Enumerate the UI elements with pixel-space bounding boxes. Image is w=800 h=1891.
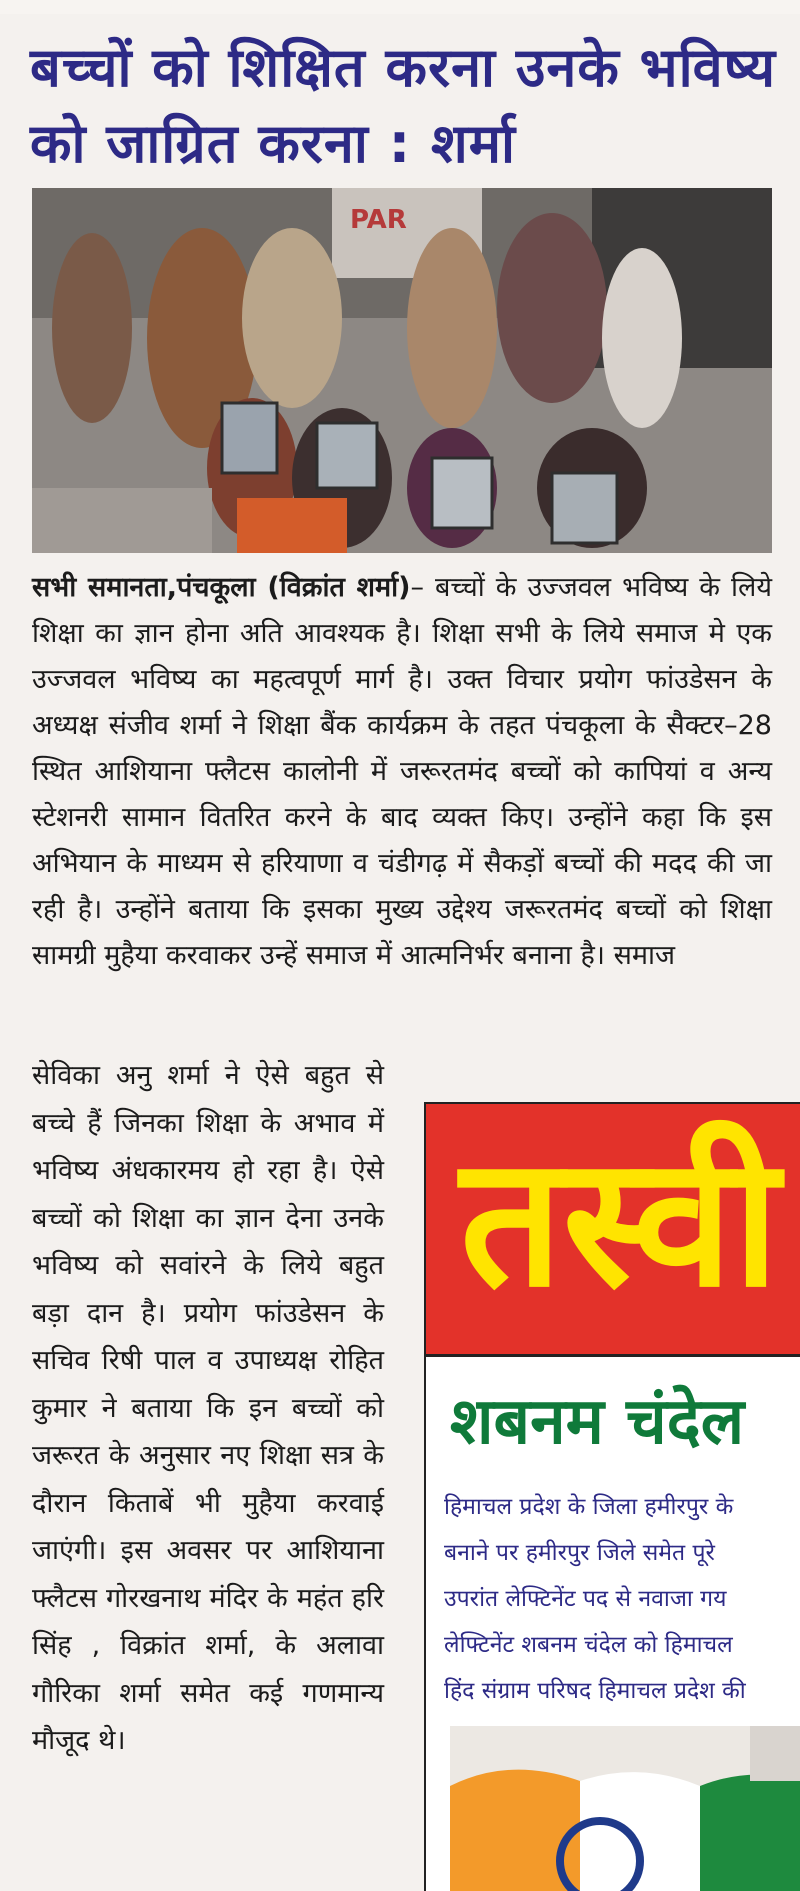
ad-divider <box>426 1354 800 1357</box>
ad-banner <box>426 1104 800 1354</box>
ad-line: लेफ्टिनेंट शबनम चंदेल को हिमाचल <box>444 1632 733 1658</box>
article-column-continued: सेविका अनु शर्मा ने ऐसे बहुत से बच्चे हैं जिनका शिक्षा के अभाव में भविष्य अंधकारमय हो रहा है। ऐसे बच्चों को शिक्षा का ज्ञान देना उनके भविष्य को सवांरने के लिये बहुत बड़ा दान है। प्रयोग फांउडेसन के सचिव रिषी पाल व उपाध्यक्ष रोहित कुमार ने बताया कि इन बच्चों को जरूरत के अनुसार नए शिक्षा सत्र के दौरान किताबें भी मुहैया करवाई जाएंगी। इस अवसर पर आशियाना फ्लैटस गोरखनाथ मंदिर के महंत हरि सिंह , विक्रांत शर्मा, के अलावा गौरिका शर्मा समेत कई गणमान्य मौजूद थे। <box>32 1060 384 1756</box>
ad-line: उपरांत लेफ्टिनेंट पद से नवाजा गय <box>444 1586 727 1612</box>
news-photo <box>32 188 772 553</box>
ad-line: हिमाचल प्रदेश के जिला हमीरपुर के <box>444 1494 734 1520</box>
article-body <box>32 565 772 979</box>
page-top-edge <box>0 0 800 14</box>
ad-text-lines <box>444 1484 800 1714</box>
ad-line: बनाने पर हमीरपुर जिले समेत पूरे <box>444 1540 715 1566</box>
article-lead: सभी समानता,पंचकूला (विक्रांत शर्मा) <box>32 572 411 603</box>
advertisement <box>424 1102 800 1891</box>
ad-line: हिंद संग्राम परिषद हिमाचल प्रदेश की <box>444 1678 746 1704</box>
headline: बच्चों को शिक्षित करना उनके भविष्य को जाग्रित करना : शर्मा <box>30 36 777 175</box>
ad-banner-text: तस्वी <box>460 1118 780 1327</box>
photo-scene <box>32 188 772 553</box>
ad-name: शबनम चंदेल <box>450 1385 745 1459</box>
flag-photo <box>450 1726 800 1891</box>
photo-sign-text: PAR <box>350 205 407 235</box>
ad-photo <box>450 1726 800 1891</box>
article-body-text: – बच्चों के उज्जवल भविष्य के लिये शिक्षा का ज्ञान होना अति आवश्यक है। शिक्षा सभी के लिये समाज मे एक उज्जवल भविष्य का महत्वपूर्ण मार्ग है। उक्त विचार प्रयोग फांउडेसन के अध्यक्ष संजीव शर्मा ने शिक्षा बैंक कार्यक्रम के तहत पंचकूला के सैक्टर–28 स्थित आशियाना फ्लैटस कालोनी में जरूरतमंद बच्चों को कापियां व अन्य स्टेशनरी सामान वितरित करने के बाद व्यक्त किए। उन्होंने कहा कि इस अभियान के माध्यम से हरियाणा व चंडीगढ़ में सैकड़ों बच्चों की मदद की जा रही है। उन्होंने बताया कि इसका मुख्य उद्देश्य जरूरतमंद बच्चों को शिक्षा सामग्री मुहैया करवाकर उन्हें समाज में आत्मनिर्भर बनाना है। समाज <box>32 572 772 971</box>
